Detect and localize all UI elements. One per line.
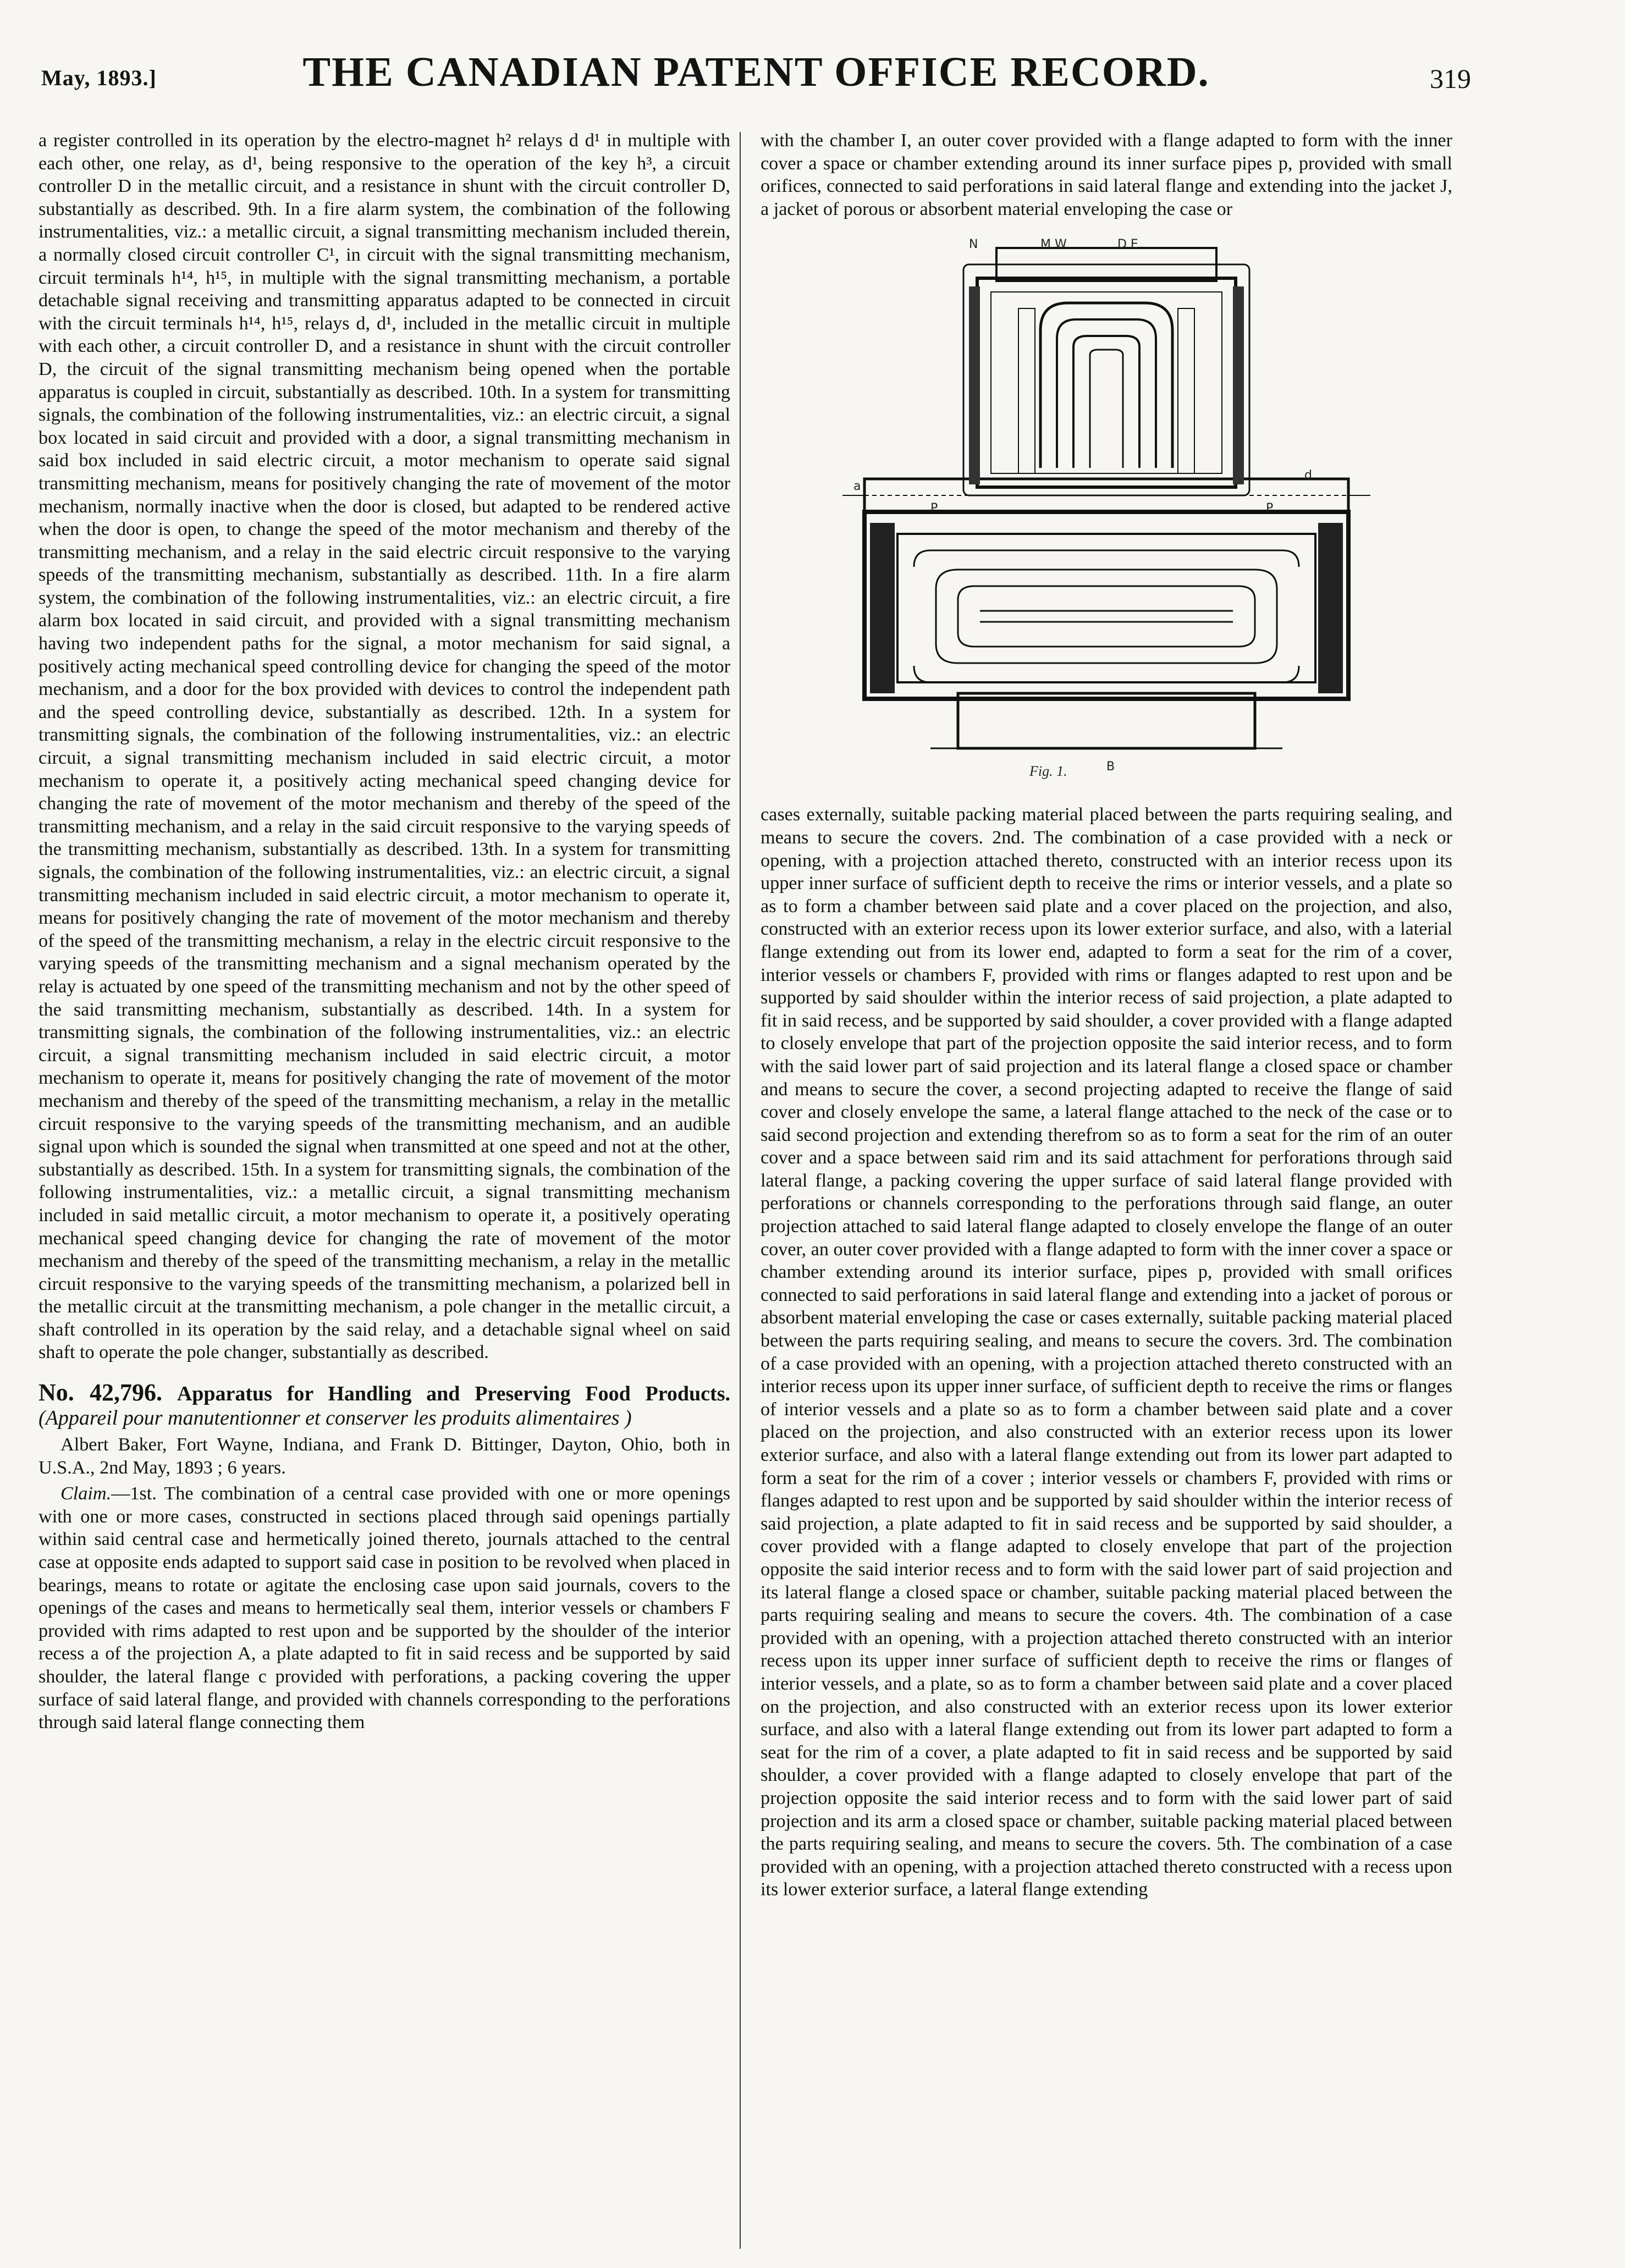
fig-label-de: D E [1117,238,1138,252]
fig-label-mw: M W [1040,238,1067,252]
left-jacket [870,523,895,693]
right-jacket [1318,523,1343,693]
upper-housing-outline [963,264,1249,495]
patent-figure [831,237,1381,781]
publication-title: THE CANADIAN PATENT OFFICE RECORD. [302,49,1210,95]
page-header [41,48,1471,98]
claim-text: —1st. The combination of a central case provided with one or more openings with one or more cases, constructed in sections placed through said openings partially within said central case and hermetically joined thereto, journals attached to the central case at opposite ends adapted to support said case in position to be revolved when placed in bearings, means to rotate or agitate the enclosing case upon said journals, covers to the openings of the cases and means to hermetically seal them, interior vessels or chambers F provided with rims adapted to rest upon and be supported by the shoulder of the interior recess a of the projection A, a plate adapted to fit in said recess and be supported by said shoulder, the lateral flange c provided with perforations, a packing covering the upper surface of said lateral flange, and provided with channels corresponding to the perforations through said lateral flange connecting them [38,1483,730,1733]
coil-outer [936,570,1277,663]
claim-paragraph [38,1482,730,1734]
column-divider [740,132,741,2249]
fig-label-b: B [1106,760,1115,774]
patent-title-french: (Appareil pour manutentionner et conserver les produits alimentaires ) [38,1406,632,1430]
patent-title: Apparatus for Handling and Preserving Food Products. [177,1382,730,1406]
bottom-base [958,693,1255,748]
fig-label-p: P [930,501,938,516]
fig-label-a: a [853,479,861,494]
claims-continued-text: a register controlled in its operation by the electro-magnet h² relays d d¹ in multiple with each other, one relay, as d¹, being responsive to the operation of the key h³, a circuit controller D in the metallic circuit, and a resistance in shunt with the circuit controller D, substantially as described. 9th. In a fire alarm system, the combination of the following instrumentalities, viz.: a metallic circuit, a signal transmitting mechanism included therein, a normally closed circuit controller C¹, in circuit with the signal transmitting mechanism, circuit terminals h¹⁴, h¹⁵, in multiple with the signal transmitting mechanism, a portable detachable signal receiving and transmitting apparatus adapted to be connected in circuit with the circuit terminals h¹⁴, h¹⁵, relays d, d¹, included in the metallic circuit in multiple with each other, a circuit controller D, and a resistance in shunt with the circuit controller D, the circuit of the signal transmitting mechanism being opened when the portable apparatus is coupled in circuit, substantially as described. 10th. In a system for transmitting signals, the combination of the following instrumentalities, viz.: an electric circuit, a signal box located in said circuit and provided with a door, a signal transmitting mechanism in said box included in said electric circuit, a motor mechanism to operate said signal transmitting mechanism, means for positively changing the rate of movement of the motor mechanism, normally inactive when the door is closed, but adapted to be rendered active when the door is open, to change the speed of the motor mechanism and thereby of the transmitting mechanism, and a relay in the said electric circuit responsive to the varying speeds of the transmitting mechanism, substantially as described. 11th. In a fire alarm system, the combination of the following instrumentalities, viz.: an electric circuit, a fire alarm box located in said circuit, and provided with a signal transmitting mechanism having two independent paths for the signal, a motor mechanism for said signal, a positively acting mechanical speed controlling device for changing the speed of the motor mechanism, and a door for the box provided with devices to control the independent path and the speed controlling device, substantially as described. 12th. In a system for transmitting signals, the combination of the following instrumentalities, viz.: an electric circuit, a signal transmitting mechanism included in said electric circuit, a motor mechanism to operate it, a positively acting mechanical speed changing device for changing the rate of movement of the motor mechanism and thereby of the speed of the transmitting mechanism, and a relay in the said circuit responsive to the varying speeds of the transmitting mechanism, substantially as described. 13th. In a system for transmitting signals, the combination of the following instrumentalities, viz.: an electric circuit, a signal transmitting mechanism included in said electric circuit, a motor mechanism to operate it, means for positively changing the rate of movement of the motor mechanism and thereby of the speed of the transmitting mechanism, a relay in the electric circuit responsive to the varying speeds of the transmitting mechanism and a signal mechanism operated by the relay is actuated by one speed of the transmitting mechanism and not by the other speed of the said transmitting mechanism, substantially as described. 14th. In a system for transmitting signals, the combination of the following instrumentalities, viz.: an electric circuit, a signal transmitting mechanism included in said electric circuit, a motor mechanism to operate it, means for positively changing the rate of movement of the motor mechanism and thereby of the speed of the transmitting mechanism, a relay in the metallic circuit responsive to the varying speeds of the transmitting mechanism, and an audible signal upon which is sounded the signal when transmitted at one speed and not at the other, substantially as described. 15th. In a system for transmitting signals, the combination of the following instrumentalities, viz.: a metallic circuit, a signal transmitting mechanism included in said metallic circuit, a motor mechanism to operate it, a positively operating mechanical speed changing device for changing the rate of movement of the motor mechanism and thereby of the speed of the transmitting mechanism, a relay in the metallic circuit responsive to the varying speeds of the transmitting mechanism, a polarized bell in the metallic circuit at the transmitting mechanism, a pole changer in the metallic circuit, a shaft controlled in its operation by the said relay, and a detachable signal wheel on said shaft to operate the pole changer, substantially as described. [38,130,730,1363]
page-number: 319 [1430,63,1471,94]
fig-label-n: N [969,238,978,252]
fig-label-p2: P [1266,501,1274,516]
fig-label-d: d [1304,468,1312,483]
right-top-text: with the chamber I, an outer cover provided with a flange adapted to form with the inner cover a space or chamber extending around its inner surface pipes p, provided with small orifices, connected to said perforations in said lateral flange and extending into the jacket J, a jacket of porous or absorbent material enveloping the case or [761,130,1452,219]
right-bottom-text: cases externally, suitable packing material placed between the parts requiring sealing, and means to secure the covers. 2nd. The combination of a case provided with a neck or opening, with a projection attached thereto, constructed with an interior recess upon its upper inner surface of sufficient depth to receive the rims or interior vessels, and a plate so as to form a chamber between said plate and a cover placed on the projection, and also, constructed with an exterior recess upon its lower exterior surface, and also, with a laterial flange extending out from its lower end, adapted to form a seat for the rim of a cover, interior vessels or chambers F, provided with rims or flanges adapted to rest upon and be supported by said shoulder within the interior recess of said projection, a plate adapted to fit in said recess, and be supported by said shoulder, a cover provided with a flange adapted to closely envelope that part of the projection opposite the said interior recess, and to form with the said lower part of said projection and its lateral flange a closed space or chamber and means to secure the cover, a second projecting adapted to receive the flange of said cover and closely envelope the same, a lateral flange attached to the neck of the case or to said second projection and extending therefrom so as to form a seat for the rim of an outer cover and a space between said rim and its said attachment for perforations through said lateral flange, a packing covering the upper surface of said lateral flange provided with perforations or channels corresponding to the perforations through said flange, an outer projection attached to said lateral flange adapted to closely envelope the flange of an outer cover, an outer cover provided with a flange adapted to form with the inner cover a space or chamber extending around its interior surface, pipes p, provided with small orifices connected to said perforations in said lateral flange and extending into a jacket of porous or absorbent material enveloping the case or cases externally, suitable packing material placed between the parts requiring sealing, and means to secure the covers. 3rd. The combination of a case provided with an opening, with a projection attached thereto constructed with an interior recess upon its upper inner surface, of sufficient depth to receive the rims or flanges of interior vessels and a plate so as to form a chamber between said plate and a cover placed on the projection, and also constructed with an exterior recess upon its lower exterior surface, and also with a lateral flange extending out from its lower part adapted to form a seat for the rim of a cover ; interior vessels or chambers F, provided with rims or flanges adapted to rest upon and be supported by said shoulder within the interior recess of said projection, a plate adapted to fit in said recess and be supported by said shoulder, a cover provided with a flange adapted to closely envelope that part of the projection opposite the said interior recess and to form with the said lower part of said projection and its lateral flange a closed space or chamber, suitable packing material placed between the parts requiring sealing and means to secure the covers. 4th. The combination of a case provided with an opening, with a projection attached thereto constructed with an interior recess upon its upper inner surface of sufficient depth to receive the rims or flanges of interior vessels, and a plate, so as to form a chamber between said plate and a cover placed on the projection, and also constructed with an exterior recess upon its lower exterior surface, and also with a lateral flange extending out from its lower part adapted to form a seat for the rim of a cover, a plate adapted to fit in said recess and be supported by said shoulder, a cover provided with a flange adapted to closely envelope that part of the projection opposite the said interior recess and to form with the said lower part of said projection and its arm a closed space or chamber, suitable packing material placed between the parts requiring sealing, and means to secure the covers. 5th. The combination of a case provided with an opening, with a projection attached thereto constructed with a recess upon its lower exterior surface, a lateral flange extending [761,804,1452,1900]
claim-label: Claim. [60,1483,112,1504]
figure-caption: Fig. 1. [1029,763,1067,780]
patent-heading [38,1381,730,1430]
lower-case [864,512,1348,699]
issue-date: May, 1893.] [41,65,157,90]
patent-number: No. 42,796. [38,1379,163,1406]
inventors-line: Albert Baker, Fort Wayne, Indiana, and Frank D. Bittinger, Dayton, Ohio, both in U.S.A., 2nd May, 1893 ; 6 years. [38,1434,730,1478]
right-column [761,129,1452,1901]
left-column [38,129,730,1734]
upper-housing-wall [977,278,1236,487]
